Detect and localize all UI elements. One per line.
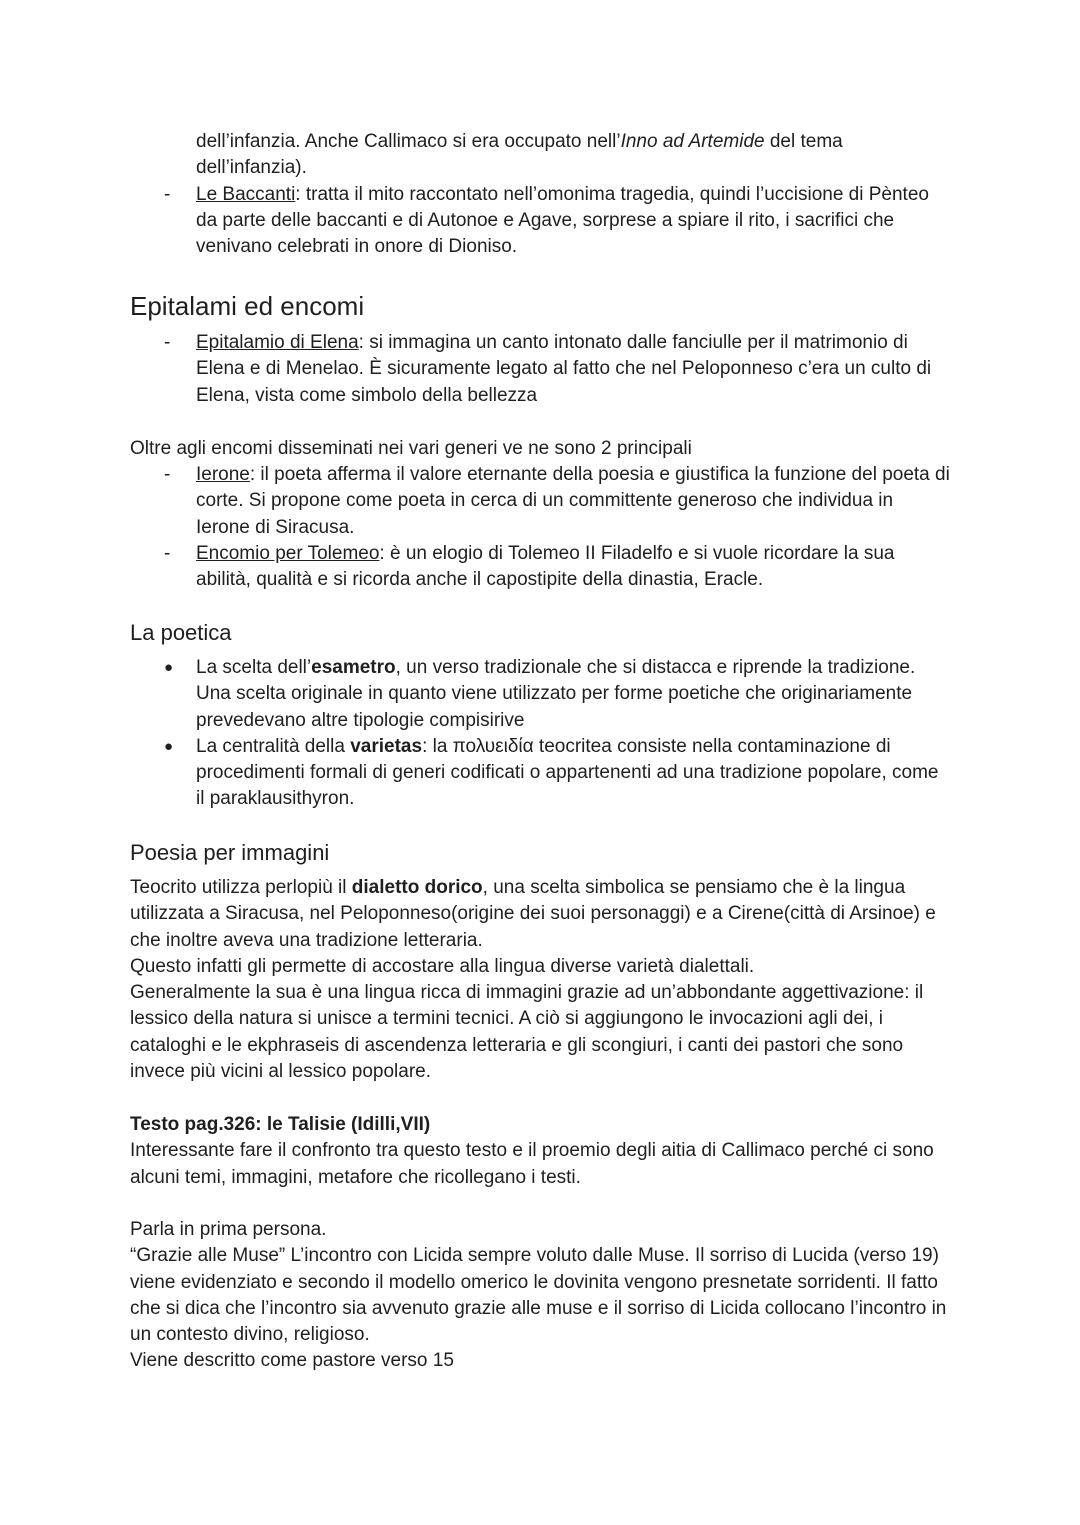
- immagini-body: [130, 875, 960, 1085]
- dash-marker: -: [164, 332, 171, 353]
- ierone-title: Ierone: [196, 464, 250, 485]
- continuation-text: dell’infanzia. Anche Callimaco si era occupato nell’Inno ad Artemide del tema dell’infanzia).: [196, 131, 843, 179]
- list-item-varietas: ● La centralità della varietas: la πολυειδία teocritea consiste nella contaminazione di procedimenti formali di generi codificati o appartenenti ad una tradizione popolare, come il paraklausithyron.: [164, 735, 939, 810]
- bullet-marker: ●: [164, 659, 174, 676]
- immagini-paragraph-3: Generalmente la sua è una lingua ricca di immagini grazie ad un’abbondante aggettivazione: il lessico della natura si unisce a termini tecnici. A ciò si aggiungono le invocazioni agli dei, i cataloghi e le ekphraseis di ascendenza letteraria e gli scongiuri, i canti dei pastori che sono invece più vicini al lessico popolare.: [130, 982, 924, 1083]
- encomi-list: [130, 462, 950, 593]
- list-item-tolemeo: - Encomio per Tolemeo: è un elogio di Tolemeo II Filadelfo e si vuole ricordare la sua abilità, qualità e si ricorda anche il capostipite della dinastia, Eracle.: [164, 542, 895, 591]
- esametro-term: esametro: [311, 657, 396, 678]
- varietas-term: varietas: [350, 735, 423, 757]
- section-heading-epitalami: Epitalami ed encomi: [130, 291, 365, 321]
- encomi-intro: Oltre agli encomi disseminati nei vari generi ve ne sono 2 principali: [130, 438, 692, 459]
- bullet-marker: ●: [164, 737, 174, 755]
- list-item-esametro: ● La scelta dell’esametro, un verso tradizionale che si distacca e riprende la tradizione. Una scelta originale in quanto viene utilizzato per forme poetiche che originariamente prevedevano altre tipologie compisirive: [164, 657, 916, 731]
- testo-paragraph-4: Viene descritto come pastore verso 15: [130, 1350, 454, 1372]
- section-heading-poetica: La poetica: [130, 620, 232, 645]
- tolemeo-title: Encomio per Tolemeo: [196, 542, 380, 564]
- epitalami-list: [130, 330, 950, 409]
- section-heading-immagini: Poesia per immagini: [130, 840, 330, 865]
- testo-notes: [130, 1217, 960, 1375]
- inno-ad-artemide-title: Inno ad Artemide: [620, 131, 765, 152]
- testo-paragraph-3: “Grazie alle Muse” L’incontro con Licida sempre voluto dalle Muse. Il sorriso di Lucida (verso 19) viene evidenziato e secondo il modello omerico le dovinita vengono presnetate sorridenti. Il fatto che si dica che l’incontro sia avvenuto grazie alle muse e il sorriso di Licida collocano l’incontro in un contesto divino, religioso.: [130, 1245, 947, 1346]
- testo-paragraph-2: Parla in prima persona.: [130, 1219, 327, 1240]
- testo-section: [130, 1112, 960, 1191]
- dash-marker: -: [164, 464, 171, 485]
- testo-paragraph-1: Interessante fare il confronto tra questo testo e il proemio degli aitia di Callimaco perché ci sono alcuni temi, immagini, metafore che ricollegano i testi.: [130, 1140, 934, 1188]
- list-item-baccanti: - Le Baccanti: tratta il mito raccontato nell’omonima tragedia, quindi l’uccisione di Pènteo da parte delle baccanti e di Autonoe e Agave, sorprese a spiare il rito, i sacrifici che venivano celebrati in onore di Dioniso.: [164, 183, 929, 258]
- dash-marker: -: [164, 542, 171, 564]
- dialetto-dorico-term: dialetto dorico: [351, 877, 483, 898]
- immagini-paragraph-1: Teocrito utilizza perlopiù il dialetto dorico, una scelta simbolica se pensiamo che è la lingua utilizzata a Siracusa, nel Peloponneso(origine dei suoi personaggi) e a Cirene(città di Arsinoe) e che inoltre aveva una tradizione letteraria.: [130, 877, 936, 951]
- immagini-paragraph-2: Questo infatti gli permette di accostare alla lingua diverse varietà dialettali.: [130, 955, 755, 977]
- elena-title: Epitalamio di Elena: [196, 332, 359, 353]
- baccanti-title: Le Baccanti: [196, 183, 296, 205]
- list-item-elena: - Epitalamio di Elena: si immagina un canto intonato dalle fanciulle per il matrimonio di Elena e di Menelao. È sicuramente legato al fatto che nel Peloponneso c’era un culto di Elena, vista come simbolo della bellezza: [164, 332, 932, 406]
- list-item-ierone: - Ierone: il poeta afferma il valore eternante della poesia e giustifica la funzione del poeta di corte. Si propone come poeta in cerca di un committente generoso che individua in Ierone di Siracusa.: [164, 464, 950, 538]
- testo-heading: Testo pag.326: le Talisie (Idilli,VII): [130, 1114, 431, 1135]
- dionysus-list-continuation: [130, 129, 950, 260]
- poetica-list: [130, 655, 950, 813]
- dash-marker: -: [164, 183, 171, 205]
